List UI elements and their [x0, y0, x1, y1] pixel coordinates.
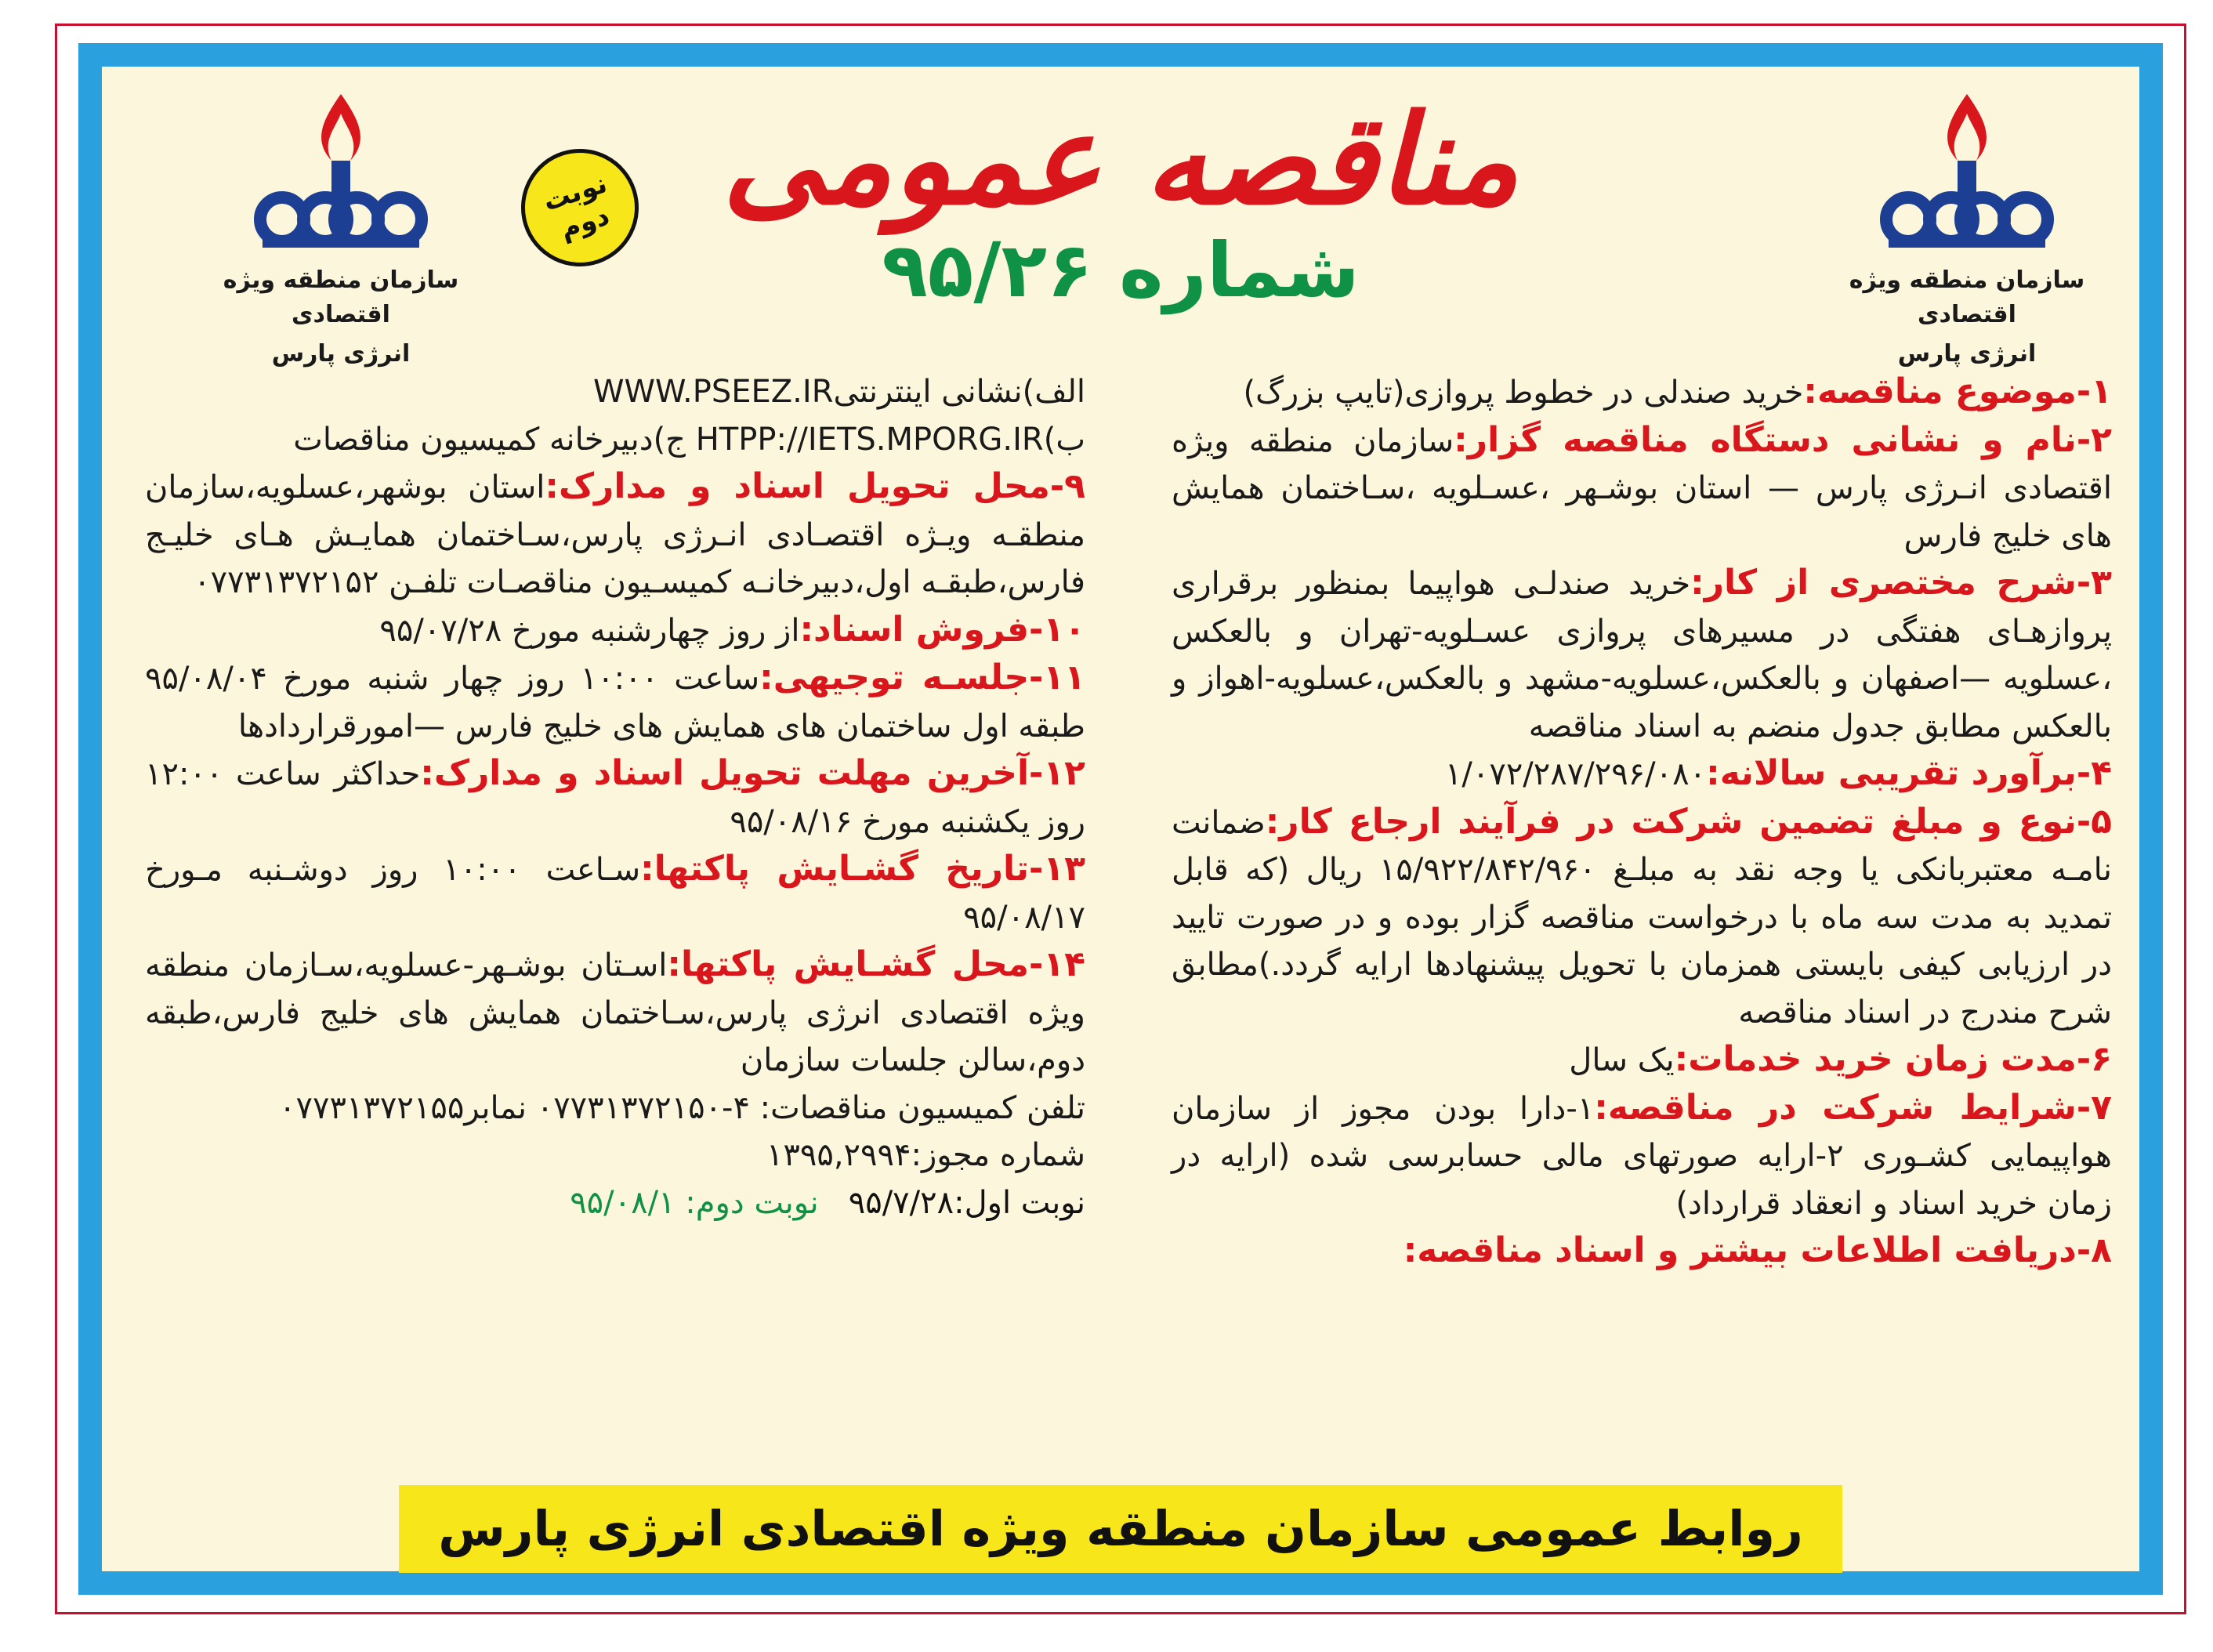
item-7-heading: ۷-شرایط شرکت در مناقصه:: [1594, 1087, 2113, 1128]
org-name-line1: سازمان منطقه ویژه اقتصادی: [223, 266, 459, 328]
tender-number: شماره ۹۵/۲۶: [882, 226, 1360, 314]
item-1: [1172, 368, 2112, 417]
website-link[interactable]: WWW.PSEEZ.IR: [592, 374, 834, 410]
item-9: [145, 463, 1085, 607]
item-13-text: سـاعت ۱۰:۰۰ روز دوشـنبه مـورخ ۹۵/۰۸/۱۷: [145, 852, 1085, 936]
page-title: مناقصه عمومی: [722, 88, 1519, 233]
item-10-heading: ۱۰-فروش اسناد:: [799, 609, 1085, 650]
item-8: [1172, 1227, 2112, 1276]
item-6-text: یک سال: [1569, 1042, 1675, 1078]
item-2-heading: ۲-نام و نشانی دستگاه مناقصه گزار:: [1454, 419, 2112, 460]
item-5: [1172, 799, 2112, 1037]
item-9-text: استان بوشهر،عسلویه،سازمان منطقـه ویـژه اقتصـادی انـرژی پارس،سـاختمان همایـش هـای خلیـج فارس،طبقـه اول،دبیرخانـه کمیسـیون مناقصـات تلفـن ۰۷۷۳۱۳۷۲۱۵۲: [145, 469, 1085, 600]
item-6-heading: ۶-مدت زمان خرید خدمات:: [1674, 1039, 2112, 1079]
item-10: [145, 607, 1085, 655]
item-8a-prefix: الف)نشانی اینترنتی: [833, 374, 1085, 410]
item-4-heading: ۴-برآورد تقریبی سالانه:: [1706, 753, 2112, 793]
item-7-text: ۱-دارا بودن مجوز از سازمان هواپیمایی کشـوری ۲-ارایه صورتهای مالی حسابرسی شده (ارایه در زمان خرید اسناد و انعقاد قرارداد): [1172, 1090, 2112, 1222]
item-3-heading: ۳-شرح مختصری از کار:: [1690, 563, 2113, 603]
item-3: [1172, 560, 2112, 750]
org-name-line1: سازمان منطقه ویژه اقتصادی: [1849, 266, 2085, 328]
item-5-heading: ۵-نوع و مبلغ تضمین شرکت در فرآیند ارجاع کار:: [1265, 801, 2112, 842]
footer-banner: [102, 1485, 2139, 1573]
item-11-heading: ۱۱-جلسـه توجیهی:: [759, 658, 1086, 697]
item-14-text: اسـتان بوشـهر-عسلویه،سـازمان منطقه ویژه اقتصادی انرژی پارس،سـاختمان همایش های خلیج فارس،طبقه دوم،سالن جلسات سازمان: [145, 947, 1085, 1078]
license-number: شماره مجوز:۱۳۹۵,۲۹۹۴: [766, 1137, 1085, 1173]
iets-link[interactable]: HTPP://IETS.MPORG.IR: [695, 421, 1044, 458]
item-8b: [145, 416, 1085, 464]
item-14: [145, 941, 1085, 1085]
footer-text: روابط عمومی سازمان منطقه ویژه اقتصادی انرژی پارس: [399, 1485, 1842, 1573]
item-4-text: ۱/۰۷۲/۲۸۷/۲۹۶/۰۸۰: [1444, 756, 1707, 792]
item-13: [145, 846, 1085, 941]
item-8c-text: ج)دبیرخانه کمیسیون مناقصات: [293, 421, 686, 458]
item-5-text: ضمانت نامـه معتبربانکی یا وجه نقد به مبلـغ ۱۵/۹۲۲/۸۴۲/۹۶۰ ریال (که قابل تمدید به مدت سه ماه با درخواست مناقصه گزار بوده و در صورت تایید در ارزیابی کیفی بایستی همزمان با تحویل پیشنهادها ارایه گردد.)مطابق شرح مندرج در اسناد مناقصه: [1172, 804, 2112, 1031]
item-8b-prefix: ب): [1043, 421, 1085, 458]
item-4: [1172, 750, 2112, 799]
org-name-line2: انرژی پارس: [271, 340, 411, 368]
announcement-panel: [102, 67, 2139, 1571]
item-1-heading: ۱-موضوع مناقصه:: [1803, 371, 2112, 411]
right-column: [1172, 368, 2112, 1276]
item-9-heading: ۹-محل تحویل اسناد و مدارک:: [545, 466, 1085, 506]
item-10-text: از روز چهارشنبه مورخ ۹۵/۰۷/۲۸: [379, 612, 800, 649]
item-2: [1172, 417, 2112, 560]
item-12-text: حداکثر ساعت ۱۲:۰۰ روز یکشنبه مورخ ۹۵/۰۸/۱۶: [145, 756, 1085, 840]
item-6: [1172, 1036, 2112, 1085]
publication-dates: [145, 1179, 1085, 1227]
first-turn-date: نوبت اول:۹۵/۷/۲۸: [848, 1184, 1085, 1221]
item-7: [1172, 1085, 2112, 1228]
item-13-heading: ۱۳-تاریخ گشـایش پاکتها:: [640, 849, 1085, 889]
item-12: [145, 750, 1085, 846]
item-8-heading: ۸-دریافت اطلاعات بیشتر و اسناد مناقصه:: [1403, 1230, 2112, 1270]
badge-label: نوبت دوم: [539, 168, 614, 245]
left-column: [145, 368, 1085, 1226]
item-8a: [145, 368, 1085, 416]
item-14-heading: ۱۴-محل گشـایش پاکتها:: [667, 944, 1085, 984]
item-11-text: ساعت ۱۰:۰۰ روز چهار شنبه مورخ ۹۵/۰۸/۰۴ طبقه اول ساختمان های همایش های خلیج فارس —امورقراردادها: [145, 661, 1085, 744]
item-2-text: سازمان منطقه ویژه اقتصادی انـرژی پارس — استان بوشـهر ،عسـلویه ،سـاختمان همایش های خلیج فارس: [1172, 422, 2112, 554]
item-12-heading: ۱۲-آخرین مهلت تحویل اسناد و مدارک:: [420, 753, 1086, 793]
item-1-text: خرید صندلی در خطوط پروازی(تایپ بزرگ): [1243, 375, 1804, 411]
item-11: [145, 654, 1085, 750]
item-3-text: خرید صندلـی هواپیما بمنظور برقراری پروازهـای هفتگی در مسیرهای پروازی عسـلویه-تهران و بالعکس ،عسلویه —اصفهان و بالعکس،عسلویه-مشهد و بالعکس،عسلویه-اهواز و بالعکس مطابق جدول منضم به اسناد مناقصه: [1172, 566, 2112, 744]
second-turn-date: نوبت دوم: ۹۵/۰۸/۱: [570, 1184, 819, 1221]
org-name-line2: انرژی پارس: [1897, 340, 2037, 368]
commission-phone: تلفن کمیسیون مناقصات: ۴-۰۷۷۳۱۳۷۲۱۵۰ نمابر۰۷۷۳۱۳۷۲۱۵۵: [279, 1089, 1085, 1126]
